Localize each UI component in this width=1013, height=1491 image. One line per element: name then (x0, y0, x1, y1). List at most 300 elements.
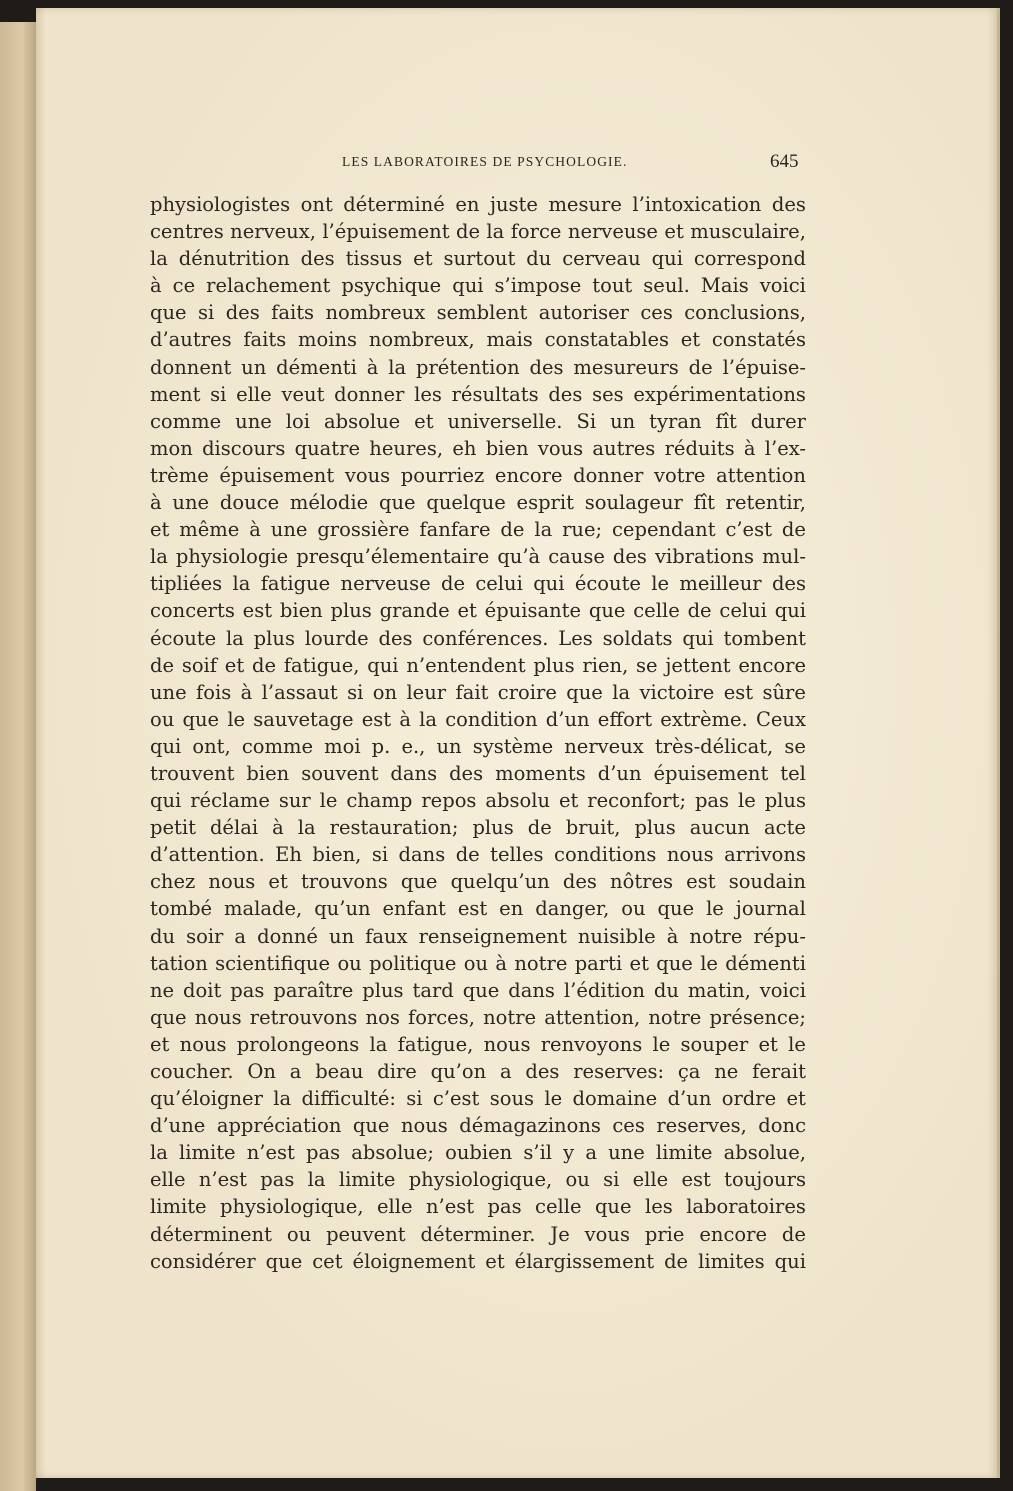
word: est (681, 1168, 711, 1192)
word: matin, (687, 978, 751, 1002)
word: qui (452, 274, 484, 298)
word: et (457, 599, 477, 623)
word: le (319, 789, 338, 813)
text-line (150, 760, 806, 787)
running-head (36, 151, 1000, 177)
word: ces (640, 301, 673, 325)
word: Ceux (755, 707, 806, 731)
word: que (594, 1195, 632, 1219)
text-line (150, 245, 806, 272)
word: à (399, 707, 411, 731)
word: le (652, 1032, 671, 1056)
word: physiologique, (408, 1168, 553, 1192)
text-line (150, 381, 806, 408)
word: ou (286, 1222, 312, 1246)
word: qui (533, 572, 565, 596)
word: prolongeons (236, 1032, 360, 1056)
word: retentir, (725, 491, 806, 515)
word: est (457, 897, 488, 921)
word: plus (533, 653, 575, 677)
word: le (227, 707, 246, 731)
word: nerveux, (230, 220, 316, 244)
word: moi (324, 734, 361, 758)
word: grossière (317, 518, 410, 542)
word: arrivons (724, 843, 806, 867)
word: n’entendent (406, 653, 526, 677)
word: prie (644, 1222, 685, 1246)
word: universelle. (447, 409, 563, 433)
word: a (499, 1060, 512, 1083)
word: plus (764, 789, 806, 813)
word: nous (400, 1114, 448, 1138)
body-text (150, 191, 806, 1275)
text-line (150, 299, 806, 326)
word: mesureurs (573, 355, 679, 379)
word: éloignement (352, 1249, 476, 1273)
word: à (495, 951, 508, 975)
word: nous (483, 1032, 531, 1056)
text-line (150, 923, 806, 950)
word: restauration; (329, 816, 459, 840)
word: elle (150, 1168, 186, 1192)
word: de (781, 1222, 806, 1246)
word: de (781, 518, 806, 542)
word: attention (716, 463, 806, 487)
word: l’assaut (261, 680, 338, 704)
word: scientifique (215, 951, 331, 975)
word: pas (230, 978, 265, 1002)
word: des (525, 1060, 560, 1083)
word: votre (654, 463, 706, 487)
word: celle (535, 1195, 582, 1219)
word: se (784, 734, 806, 758)
word: retrouvons (249, 1005, 358, 1029)
word: toujours (724, 1168, 806, 1192)
word: résultats (451, 382, 539, 406)
word: souper (680, 1032, 749, 1056)
word: à (366, 355, 379, 379)
word: nerveux (564, 734, 644, 758)
word: fît (693, 491, 715, 515)
word: physiologie (175, 545, 289, 569)
word: relachement (206, 274, 331, 298)
word: tel (780, 761, 806, 785)
word: mul- (762, 545, 806, 569)
word: reserves: (573, 1060, 665, 1083)
text-line (150, 706, 806, 733)
word: la (225, 626, 244, 650)
word: est (686, 870, 716, 894)
word: durer (750, 409, 806, 433)
word: croire (497, 680, 557, 704)
word: même (179, 518, 240, 542)
word: s’il (523, 1141, 553, 1165)
word: que (657, 897, 695, 921)
word: celui (719, 599, 767, 623)
word: ou (337, 951, 362, 975)
word: ou (463, 951, 489, 975)
word: conclusions, (684, 301, 806, 325)
word: ferait (752, 1060, 806, 1083)
word: et (664, 220, 684, 244)
word: que (182, 707, 220, 731)
word: malade, (224, 897, 303, 921)
text-line (150, 543, 806, 570)
word: tombent (723, 626, 806, 650)
word: limite (655, 1141, 713, 1165)
word: c’est (432, 1087, 480, 1111)
word: veut (281, 382, 325, 406)
word: douce (219, 491, 280, 515)
word: donnent (150, 355, 232, 379)
word: champ (346, 789, 413, 813)
word: absolue, (723, 1141, 806, 1165)
word: à (150, 274, 162, 298)
word: qu’on (430, 1060, 487, 1083)
word: victoire (639, 680, 715, 704)
text-line (150, 733, 806, 760)
word: très-délicat, (654, 734, 774, 758)
word: laboratoires (686, 1195, 806, 1219)
word: condition (445, 707, 538, 731)
word: chez (150, 870, 196, 894)
word: coucher. (150, 1060, 234, 1083)
word: des (225, 301, 260, 325)
word: ses (592, 382, 624, 406)
word: bien (485, 436, 529, 460)
word: lourde (304, 626, 369, 650)
word: fanfare (419, 518, 491, 542)
word: trouvons (300, 870, 388, 894)
word: vous (537, 436, 584, 460)
word: loi (285, 409, 311, 433)
word: s’impose (494, 274, 582, 298)
word: voici (759, 274, 806, 298)
word: eh (452, 436, 477, 460)
word: n’est (246, 1141, 295, 1165)
word: et (150, 518, 170, 542)
word: tombé (150, 897, 213, 921)
word: l’intoxication (632, 193, 762, 216)
word: si (210, 382, 227, 406)
word: vous (344, 463, 391, 487)
word: la (297, 816, 316, 840)
word: mélodie (289, 491, 369, 515)
word: qui (774, 1249, 806, 1273)
word: que (150, 301, 187, 325)
word: domaine (572, 1087, 658, 1111)
word: sûre (762, 680, 806, 704)
word: ou (150, 707, 175, 731)
text-line (150, 841, 806, 868)
word: forces, (407, 1005, 475, 1029)
word: On (247, 1060, 276, 1083)
word: de (455, 843, 480, 867)
word: tyran (649, 409, 702, 433)
word: dans (398, 843, 446, 867)
word: que (462, 978, 500, 1002)
word: de (527, 816, 552, 840)
text-line (150, 950, 806, 977)
word: telles (490, 843, 544, 867)
word: un (241, 355, 267, 379)
word: ou (565, 1168, 590, 1192)
word: l’ex- (764, 436, 806, 460)
word: e., (401, 734, 426, 758)
word: d’un (667, 1087, 712, 1111)
word: des (449, 761, 484, 785)
word: elle (376, 1195, 413, 1219)
text-line (150, 652, 806, 679)
word: qui (150, 789, 182, 813)
word: que (265, 1249, 303, 1273)
word: qui (367, 653, 399, 677)
word: tard (412, 978, 454, 1002)
word: cause (548, 545, 605, 569)
word: le (738, 789, 756, 813)
word: du (526, 247, 552, 271)
word: voici (759, 978, 806, 1002)
word: le (700, 951, 718, 975)
word: soif (181, 653, 218, 677)
word: bien (279, 599, 323, 623)
word: et (629, 951, 649, 975)
text-line (150, 1193, 806, 1220)
word: expérimentations (633, 382, 806, 406)
word: p. (371, 734, 391, 758)
word: l’édition (563, 978, 645, 1002)
word: écoute (150, 626, 217, 650)
word: limite (179, 1141, 236, 1165)
word: réclame (190, 789, 270, 813)
word: nous (194, 1005, 242, 1029)
text-line (150, 1085, 806, 1112)
word: soir (186, 924, 224, 948)
word: dénutrition (178, 247, 290, 271)
word: des (300, 247, 335, 271)
word: seul. (643, 274, 690, 298)
word: et (758, 1032, 778, 1056)
word: ont (300, 193, 333, 216)
word: qu’un (314, 897, 371, 921)
word: de (150, 653, 175, 677)
word: système (472, 734, 554, 758)
word: épuisement (219, 463, 335, 487)
word: plus (634, 816, 676, 840)
word: notre (514, 951, 568, 975)
book-page (36, 8, 1000, 1478)
word: absolu (485, 789, 551, 813)
word: faits (243, 328, 287, 352)
word: de (455, 220, 480, 244)
word: démagazinons (459, 1114, 601, 1138)
word: nôtres (610, 870, 674, 894)
word: déterminé (343, 193, 445, 216)
word: qui (682, 626, 714, 650)
word: qu’éloigner (150, 1087, 263, 1111)
word: Eh (275, 843, 302, 867)
word: un (329, 924, 355, 948)
word: sauvetage (253, 707, 354, 731)
word: ne (150, 978, 175, 1002)
word: du (150, 924, 176, 948)
word: difficulté: (301, 1087, 396, 1111)
word: acte (764, 816, 806, 840)
word: effort (597, 707, 653, 731)
word: faits (271, 301, 315, 325)
word: parti (574, 951, 623, 975)
word: la (612, 680, 631, 704)
word: notre (483, 1005, 537, 1029)
word: la (273, 1087, 292, 1111)
word: extrème. (660, 707, 748, 731)
word: juste (489, 193, 538, 216)
word: et (413, 247, 433, 271)
word: constatés (711, 328, 806, 352)
word: quelqu’un (450, 870, 550, 894)
word: pas (487, 1195, 522, 1219)
text-line (150, 1248, 806, 1275)
word: la (150, 1141, 168, 1165)
word: nous (208, 870, 256, 894)
word: physiologistes (150, 193, 291, 216)
word: que (352, 1114, 390, 1138)
word: donné (257, 924, 318, 948)
word: démenti (725, 951, 806, 975)
word: et (485, 1249, 505, 1273)
text-line (150, 977, 806, 1004)
word: épuisement (653, 761, 769, 785)
word: surtout (443, 247, 516, 271)
word: et (224, 653, 245, 677)
word: les (644, 1195, 673, 1219)
word: à (249, 518, 261, 542)
word: absolue (323, 409, 401, 433)
text-line (150, 1031, 806, 1058)
text-line (150, 597, 806, 624)
word: notre (648, 1005, 702, 1029)
page-number: 645 (770, 151, 799, 172)
word: du (653, 978, 679, 1002)
word: Je (550, 1222, 570, 1246)
text-line (150, 1112, 806, 1139)
word: appréciation (216, 1114, 342, 1138)
word: tissus (345, 247, 403, 271)
word: on (372, 680, 398, 704)
word: cerveau (562, 247, 641, 271)
word: nuisible (577, 924, 656, 948)
word: qu’à (497, 545, 541, 569)
word: donc (758, 1114, 806, 1138)
word: elle (632, 1168, 669, 1192)
word: n’est (425, 1195, 475, 1219)
word: le (544, 1087, 563, 1111)
text-line (150, 408, 806, 435)
word: des (378, 626, 413, 650)
word: danger, (535, 897, 610, 921)
word: nombreux (325, 301, 426, 325)
word: limites (698, 1249, 765, 1273)
word: la (534, 518, 553, 542)
word: que (656, 951, 693, 975)
word: des (771, 572, 806, 596)
word: d’un (545, 707, 590, 731)
word: cet (312, 1249, 343, 1273)
word: et (414, 409, 434, 433)
word: ça (677, 1060, 701, 1083)
word: que (378, 491, 416, 515)
word: trème (150, 463, 209, 487)
word: nous (666, 843, 714, 867)
word: l’épuise- (722, 355, 806, 379)
word: d’un (597, 761, 642, 785)
word: tation (150, 951, 208, 975)
word: la (486, 220, 505, 244)
word: peuvent (326, 1222, 406, 1246)
word: reconfort; (587, 789, 687, 813)
word: Mais (700, 274, 749, 298)
word: fait (455, 680, 489, 704)
word: nos (365, 1005, 400, 1029)
word: comme (241, 734, 313, 758)
word: des (771, 193, 806, 216)
word: moins (298, 328, 358, 352)
text-line (150, 895, 806, 922)
word: constatables (544, 328, 669, 352)
word: presqu’élementaire (296, 545, 490, 569)
word: répu- (753, 924, 806, 948)
word: déterminer. (420, 1222, 536, 1246)
word: rue; (562, 518, 603, 542)
word: centres (150, 220, 224, 244)
word: des (529, 355, 564, 379)
word: qui (651, 247, 683, 271)
word: écoute (574, 572, 641, 596)
word: si (371, 843, 389, 867)
word: dans (390, 761, 438, 785)
word: à (150, 491, 162, 515)
word: une (172, 491, 210, 515)
word: doit (183, 978, 222, 1002)
word: n’est (198, 1168, 247, 1192)
word: une (235, 409, 272, 433)
word: esprit (516, 491, 574, 515)
word: paraître (273, 978, 354, 1002)
word: et (786, 1087, 806, 1111)
text-line (150, 1166, 806, 1193)
word: si (347, 680, 364, 704)
word: tipliées (150, 572, 223, 596)
word: est (242, 599, 273, 623)
word: réduits (664, 436, 735, 460)
word: ce (172, 274, 196, 298)
word: a (585, 1141, 597, 1165)
word: souvent (301, 761, 379, 785)
word: plus (472, 816, 514, 840)
word: quelque (426, 491, 506, 515)
word: y (563, 1141, 575, 1165)
word: Si (576, 409, 597, 433)
word: a (234, 924, 247, 948)
word: petit (150, 816, 196, 840)
text-line (150, 1004, 806, 1031)
word: une (150, 680, 187, 704)
word: politique (369, 951, 457, 975)
word: a (289, 1060, 302, 1083)
word: élargissement (514, 1249, 655, 1273)
word: ou (621, 897, 646, 921)
word: vous (584, 1222, 630, 1246)
